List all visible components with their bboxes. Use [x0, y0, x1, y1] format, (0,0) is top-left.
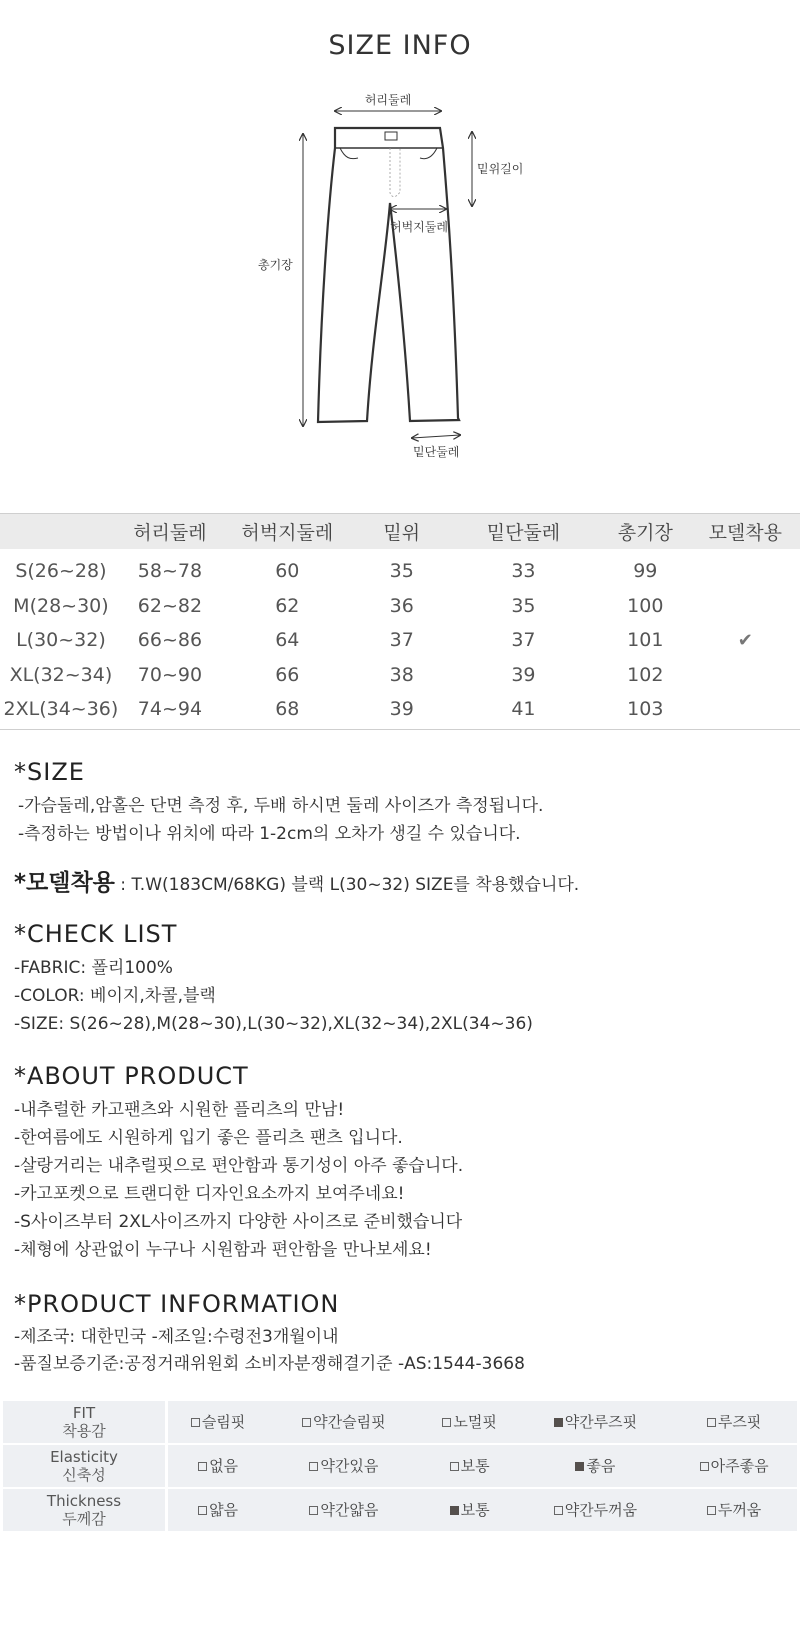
fit-option-label: 루즈핏	[717, 1413, 762, 1431]
hem-cell: 35	[511, 594, 536, 617]
unchecked-box-icon	[450, 1462, 459, 1471]
thigh-cell: 60	[275, 560, 300, 583]
fit-option	[420, 1401, 520, 1443]
label-hem: 밑단둘레	[413, 445, 460, 459]
size-cell: XL(32~34)	[9, 663, 113, 686]
fit-option-label: 보통	[460, 1501, 490, 1519]
unchecked-box-icon	[191, 1418, 200, 1427]
waist-cell: 58~78	[137, 560, 203, 583]
unchecked-box-icon	[700, 1462, 709, 1471]
about-line: -체형에 상관없이 누구나 시원함과 편안함을 만나보세요!	[14, 1240, 432, 1260]
fit-option-label: 약간슬림핏	[313, 1413, 386, 1431]
fit-table	[3, 1399, 797, 1533]
fit-option-label: 얇음	[209, 1501, 239, 1519]
pants-measurement-diagram	[250, 88, 550, 488]
hem-cell: 39	[511, 663, 536, 686]
thigh-cell: 62	[275, 594, 300, 617]
fit-row-label	[3, 1401, 168, 1443]
fit-option-label: 노멀핏	[453, 1413, 497, 1431]
checked-box-icon	[575, 1462, 584, 1471]
fit-option-label: 슬림핏	[201, 1413, 246, 1431]
about-line: -한여름에도 시원하게 입기 좋은 플리츠 팬츠 입니다.	[14, 1128, 403, 1148]
fit-option-label: 두꺼움	[717, 1501, 762, 1519]
fit-option	[268, 1489, 419, 1531]
unchecked-box-icon	[707, 1418, 716, 1427]
rise-cell: 38	[389, 663, 414, 686]
model-text: : T.W(183CM/68KG) 블랙 L(30~32) SIZE를 착용했습니다.	[114, 875, 580, 895]
model-check-icon: ✔	[737, 629, 753, 651]
header-model: 모델착용	[708, 522, 782, 544]
unchecked-box-icon	[554, 1506, 563, 1515]
about-product-section	[14, 1062, 794, 1264]
fit-row-label-en: FIT	[72, 1404, 96, 1422]
model-label: *모델착용	[14, 870, 115, 896]
header-thigh: 허벅지둘레	[241, 522, 334, 544]
table-row	[0, 589, 800, 624]
header-rise: 밑위	[383, 522, 421, 544]
rise-cell: 37	[389, 629, 414, 652]
fit-table-row	[3, 1489, 797, 1531]
model-cell	[691, 658, 800, 693]
fit-row-label-ko: 착용감	[62, 1422, 106, 1440]
hem-cell: 37	[511, 629, 536, 652]
fit-table-row	[3, 1401, 797, 1443]
fit-option-label: 약간얇음	[320, 1501, 379, 1519]
fit-option	[671, 1401, 797, 1443]
waist-cell: 74~94	[137, 698, 203, 721]
fit-option-label: 없음	[209, 1457, 239, 1475]
unchecked-box-icon	[302, 1418, 311, 1427]
length-cell: 101	[627, 629, 664, 652]
size-table	[0, 513, 800, 732]
size-table-header	[0, 514, 800, 550]
header-size	[0, 514, 122, 550]
size-note-line: -가슴둘레,암홀은 단면 측정 후, 두배 하시면 둘레 사이즈가 측정됩니다.	[18, 796, 544, 816]
length-cell: 99	[633, 560, 658, 583]
rise-cell: 39	[389, 698, 414, 721]
length-cell: 102	[627, 663, 664, 686]
fit-option-label: 약간루즈핏	[564, 1413, 638, 1431]
about-line: -내추럴한 카고팬츠와 시원한 플리츠의 만남!	[14, 1100, 345, 1120]
fit-option	[520, 1401, 671, 1443]
fit-row-label-en: Thickness	[46, 1492, 122, 1510]
unchecked-box-icon	[309, 1506, 318, 1515]
about-line: -살랑거리는 내추럴핏으로 편안함과 통기성이 아주 좋습니다.	[14, 1156, 464, 1176]
thigh-cell: 66	[275, 663, 300, 686]
fit-option	[420, 1489, 520, 1531]
fit-row-label-ko: 두께감	[62, 1510, 106, 1528]
table-row	[0, 692, 800, 732]
header-hem: 밑단둘레	[486, 522, 561, 544]
hem-cell: 41	[511, 698, 536, 721]
product-information-section	[14, 1290, 794, 1378]
size-cell: S(26~28)	[15, 560, 107, 583]
page-title: SIZE INFO	[328, 30, 472, 61]
check-list-heading: *CHECK LIST	[14, 920, 178, 948]
label-length: 총기장	[258, 258, 293, 272]
checked-box-icon	[450, 1506, 459, 1515]
check-list-line: -FABRIC: 폴리100%	[14, 958, 173, 978]
waist-cell: 70~90	[137, 663, 203, 686]
size-cell: 2XL(34~36)	[3, 698, 119, 721]
fit-option	[671, 1445, 797, 1487]
fit-option	[520, 1489, 671, 1531]
thigh-cell: 64	[275, 629, 300, 652]
model-cell	[691, 692, 800, 732]
table-row	[0, 658, 800, 693]
about-line: -S사이즈부터 2XL사이즈까지 다양한 사이즈로 준비했습니다	[14, 1212, 463, 1232]
table-divider	[0, 729, 800, 730]
table-row	[0, 549, 800, 589]
checked-box-icon	[554, 1418, 563, 1427]
length-cell: 103	[627, 698, 664, 721]
pants-outline	[318, 128, 459, 422]
fit-option-label: 좋음	[586, 1457, 616, 1475]
fit-table-row	[3, 1445, 797, 1487]
waist-cell: 62~82	[137, 594, 203, 617]
model-info	[14, 864, 794, 897]
fit-row-label-en: Elasticity	[50, 1448, 118, 1466]
thigh-cell: 68	[275, 698, 300, 721]
label-waist: 허리둘레	[364, 93, 412, 107]
fit-option	[268, 1445, 419, 1487]
check-list-section	[14, 920, 794, 1038]
fit-option	[520, 1445, 671, 1487]
table-row	[0, 623, 800, 658]
fit-option	[671, 1489, 797, 1531]
unchecked-box-icon	[309, 1462, 318, 1471]
header-waist: 허리둘레	[133, 522, 207, 544]
fit-option	[168, 1489, 268, 1531]
size-notes-section	[14, 758, 794, 848]
unchecked-box-icon	[198, 1506, 207, 1515]
fit-option	[168, 1445, 268, 1487]
fit-row-label	[3, 1445, 168, 1487]
fit-option-label: 아주좋음	[710, 1457, 769, 1475]
fit-option-label: 약간두꺼움	[564, 1501, 638, 1519]
product-info-line: -제조국: 대한민국 -제조일:수령전3개월이내	[14, 1327, 339, 1347]
check-list-line: -COLOR: 베이지,차콜,블랙	[14, 986, 216, 1006]
fit-option-label: 보통	[460, 1457, 490, 1475]
length-cell: 100	[627, 594, 664, 617]
about-line: -카고포켓으로 트랜디한 디자인요소까지 보여주네요!	[14, 1184, 405, 1204]
label-thigh: 허벅지둘레	[390, 220, 448, 234]
model-cell	[691, 589, 800, 624]
fit-option	[420, 1445, 520, 1487]
unchecked-box-icon	[442, 1418, 451, 1427]
product-info-heading: *PRODUCT INFORMATION	[14, 1290, 340, 1318]
about-heading: *ABOUT PRODUCT	[14, 1062, 249, 1090]
header-length: 총기장	[617, 522, 673, 544]
unchecked-box-icon	[707, 1506, 716, 1515]
fit-option	[268, 1401, 419, 1443]
label-rise: 밑위길이	[477, 162, 524, 176]
rise-cell: 36	[389, 594, 414, 617]
waist-cell: 66~86	[137, 629, 203, 652]
fit-option-label: 약간있음	[320, 1457, 379, 1475]
fit-option	[168, 1401, 268, 1443]
model-cell	[691, 549, 800, 589]
product-info-line: -품질보증기준:공정거래위원회 소비자분쟁해결기준 -AS:1544-3668	[14, 1354, 525, 1374]
unchecked-box-icon	[198, 1462, 207, 1471]
size-notes-heading: *SIZE	[14, 758, 85, 786]
size-cell: M(28~30)	[13, 594, 109, 617]
hem-cell: 33	[511, 560, 536, 583]
size-note-line: -측정하는 방법이나 위치에 따라 1-2cm의 오차가 생길 수 있습니다.	[18, 824, 521, 844]
check-list-line: -SIZE: S(26~28),M(28~30),L(30~32),XL(32~34),2XL(34~36)	[14, 1014, 533, 1034]
fit-row-label	[3, 1489, 168, 1531]
fit-row-label-ko: 신축성	[62, 1466, 106, 1484]
rise-cell: 35	[389, 560, 414, 583]
size-cell: L(30~32)	[16, 629, 106, 652]
pants-illustration	[250, 88, 550, 488]
